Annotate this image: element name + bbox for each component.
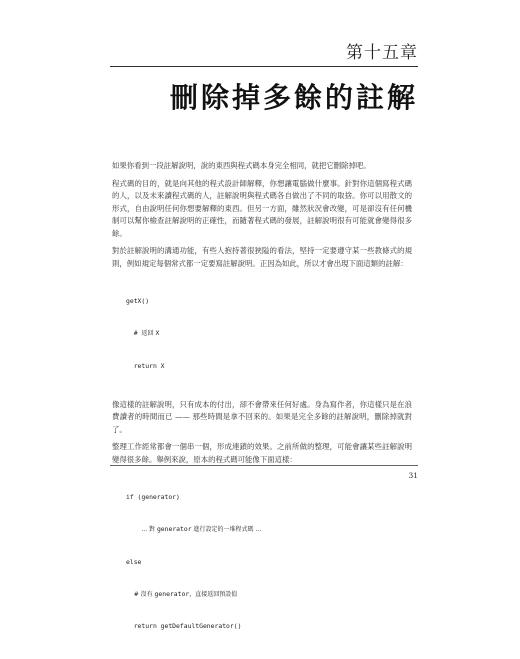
paragraph-4: 像這樣的註解說明，只有成本的付出，卻不會帶來任何好處。身為寫作者，你這樣只是在浪費讀者的時間而已 —— 那些時間是拿不回來的。如果是完全多餘的註解說明，刪除掉就對了。 [112, 399, 412, 434]
code-line [126, 589, 412, 601]
code-comment: 返回 X [141, 329, 160, 337]
code-line [126, 621, 412, 632]
code-keyword: generator [154, 589, 190, 598]
code-statement: return X [133, 361, 165, 370]
footer-rule [110, 465, 418, 466]
code-block-2 [126, 471, 412, 653]
code-line [126, 361, 412, 372]
header-rule [110, 66, 418, 67]
page-number: 31 [408, 471, 418, 480]
code-line [126, 524, 412, 536]
code-line: if (generator) [126, 493, 180, 502]
code-comment-marker: # [133, 328, 142, 337]
paragraph-1: 如果你看到一段註解說明，說的東西與程式碼本身完全相同，就把它刪除掉吧。 [112, 161, 371, 170]
code-line: else [126, 557, 142, 566]
code-line [126, 328, 412, 340]
code-comment: ，直接返回預設值 [189, 590, 238, 598]
code-text: ... 對 [141, 526, 157, 533]
code-statement: return getDefaultGenerator() [133, 622, 242, 631]
paragraph-5: 整理工作經常都會一個串一個，形成連鎖的效果。之前所做的整理，可能會讓某些註解說明變得很多餘。舉例來說，原本的程式碼可能像下面這樣： [112, 442, 412, 464]
code-keyword: generator [156, 525, 192, 533]
paragraph-3: 對於註解說明的溝通功能，有些人抱持著很狹隘的看法，堅持一定要遵守某一些教條式的規則，例如規定每個常式都一定要寫註解說明。正因為如此，所以才會出現下面這類的註解： [112, 246, 412, 268]
chapter-title: 刪除掉多餘的註解 [169, 81, 418, 114]
code-comment: 進行設定的一堆程式碼 ... [191, 526, 262, 533]
code-block-1 [126, 275, 412, 393]
chapter-label: 第十五章 [346, 43, 418, 63]
code-line: getX() [126, 297, 150, 306]
paragraph-2: 程式碼的目的，就是向其他的程式設計師解釋，你想讓電腦做什麼事。針對你這個寫程式碼的人，以及未來讀程式碼的人，註解說明與程式碼各自做出了不同的取捨。你可以用散文的形式，自由說明任何你想要解釋的東西。但另一方面，雖然狀況會改變，可是卻沒有任何機制可以幫你檢查註解說明的正確性，而隨著程式碼的發展，註解說明很有可能就會變得很多餘。 [112, 178, 412, 238]
code-comment-marker: # 沒有 [133, 590, 155, 598]
page-body [112, 160, 412, 659]
